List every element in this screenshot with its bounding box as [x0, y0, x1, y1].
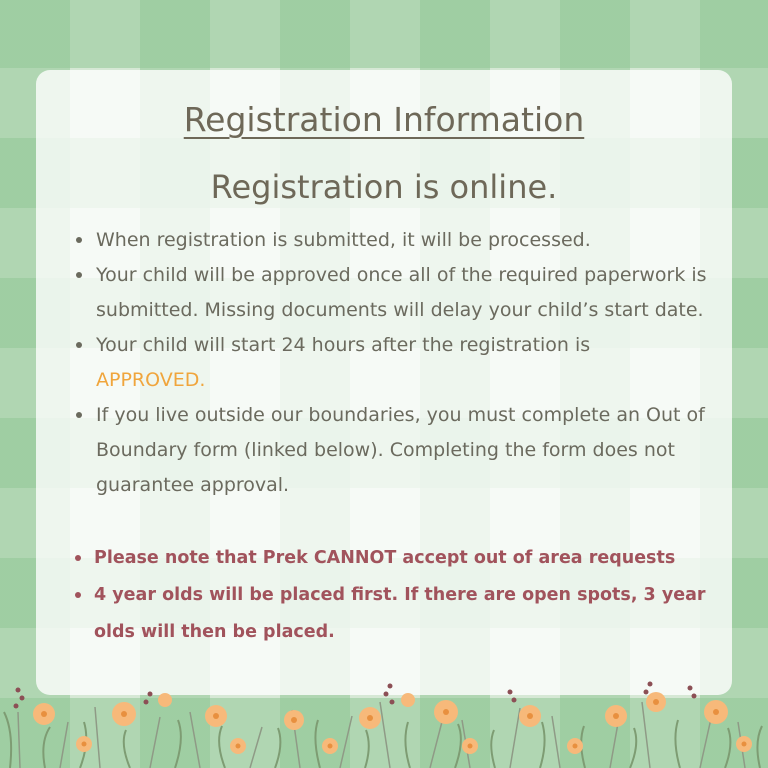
notice-text: 4 year olds will be placed first. If there are open spots, 3 year olds will then be placed.	[94, 585, 706, 642]
list-item	[75, 328, 715, 398]
flower-border	[0, 672, 768, 768]
notice-text: Please note that Prek CANNOT accept out of area requests	[94, 548, 676, 568]
list-item	[75, 223, 715, 258]
list-item	[75, 258, 715, 328]
list-item-text: Your child will start 24 hours after the registration is	[96, 334, 591, 356]
list-item-text: Your child will be approved once all of the required paperwork is submitted. Missing documents will delay your child’s start date.	[96, 264, 707, 321]
info-list	[75, 223, 715, 503]
list-item-text: When registration is submitted, it will be processed.	[96, 229, 591, 251]
subtitle: Registration is online.	[210, 168, 558, 206]
notice-list	[74, 540, 714, 651]
notice-item	[74, 577, 714, 651]
approved-highlight: APPROVED.	[96, 369, 206, 391]
page-title: Registration Information	[183, 100, 585, 139]
list-item	[75, 398, 715, 503]
list-item-text: If you live outside our boundaries, you must complete an Out of Boundary form (linked below). Completing the form does not guarantee approval.	[96, 404, 705, 496]
notice-item	[74, 540, 714, 577]
